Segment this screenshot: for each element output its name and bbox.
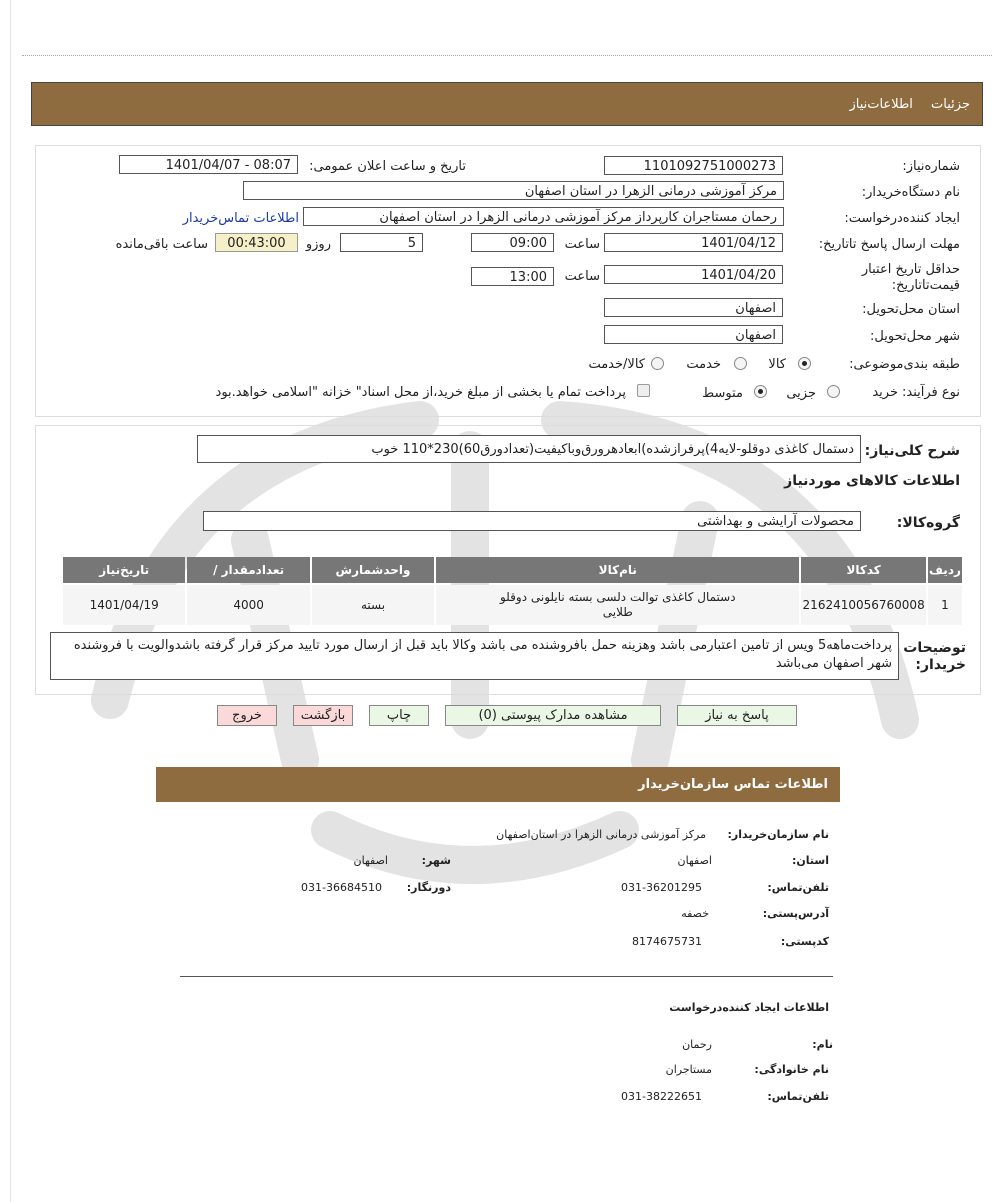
- city-contact-value: اصفهان: [353, 854, 388, 867]
- phone-label: تلفن‌تماس:: [767, 881, 829, 894]
- phone-value: 031-36201295: [621, 881, 702, 894]
- province-field: اصفهان: [604, 298, 783, 317]
- deadline-date-field: 1401/04/12: [604, 233, 783, 252]
- announce-date-label: تاریخ و ساعت اعلان عمومی:: [309, 159, 466, 174]
- reply-button[interactable]: پاسخ به نیاز: [677, 705, 797, 726]
- category-goods-radio[interactable]: [798, 357, 811, 370]
- buyer-org-field: مرکز آموزشی درمانی الزهرا در استان اصفهان: [243, 181, 784, 200]
- process-buy-label: خرید: [872, 385, 898, 400]
- city-contact-label: شهر:: [421, 854, 451, 867]
- remaining-time-label: ساعت باقی‌مانده: [115, 237, 208, 252]
- cell-code: 2162410056760008: [801, 585, 926, 625]
- col-name: نام‌کالا: [436, 557, 799, 583]
- category-goods-label: کالا: [768, 357, 786, 372]
- buyer-notes-field: پرداخت‌ماهه5 ویس از تامین اعتبارمی باشد وهزینه حمل بافروشنده می باشد وکالا باید قبل از ارسال مورد تایید مرکز قرار گرفته باشدوالویت با فروشنده شهر اصفهان می‌باشد: [50, 632, 899, 680]
- category-label: طبقه بندی‌موضوعی:: [849, 357, 960, 372]
- cell-unit: بسته: [312, 585, 434, 625]
- validity-time-field: 13:00: [471, 267, 554, 286]
- creator-phone-value: 031-38222651: [621, 1090, 702, 1103]
- validity-label: حداقل تاریخ اعتبار قیمت‌تا‌تاریخ:: [861, 262, 960, 293]
- page-header-bar: [31, 82, 983, 126]
- tab-details[interactable]: جزئیات: [931, 97, 970, 112]
- print-button[interactable]: چاپ: [369, 705, 429, 726]
- deadline-time-label: ساعت: [564, 237, 600, 252]
- buyer-contact-header: [156, 767, 840, 802]
- page-border: [10, 0, 11, 1202]
- validity-date-field: 1401/04/20: [604, 265, 783, 284]
- goods-table: [61, 555, 964, 627]
- process-type-label: نوع فرآیند:: [902, 385, 960, 400]
- announce-date-field: 1401/04/07 - 08:07: [119, 155, 298, 174]
- goods-group-field: محصولات آرایشی و بهداشتی: [203, 511, 861, 531]
- creator-field: رحمان مستاجران کارپرداز مرکز آموزشی درمانی الزهرا در استان اصفهان: [303, 207, 784, 226]
- deadline-time-field: 09:00: [471, 233, 554, 252]
- goods-table-header: [63, 557, 962, 583]
- creator-family-label: نام خانوادگی:: [754, 1063, 829, 1076]
- col-unit: واحدشمارش: [312, 557, 434, 583]
- city-field: اصفهان: [604, 325, 783, 344]
- days-field: 5: [340, 233, 423, 252]
- remaining-time-field: 00:43:00: [215, 233, 298, 252]
- col-qty: تعدادمقدار /: [187, 557, 309, 583]
- address-label: آدرس‌پستی:: [762, 907, 829, 920]
- category-both-radio[interactable]: [651, 357, 664, 370]
- creator-label: ایجاد کننده‌درخواست:: [844, 211, 960, 226]
- fax-value: 031-36684510: [301, 881, 382, 894]
- postal-code-label: کدپستی:: [780, 935, 829, 948]
- table-row: [63, 585, 962, 625]
- city-label: شهر محل‌تحویل:: [870, 329, 960, 344]
- col-code: کدکالا: [801, 557, 926, 583]
- goods-group-label: گروه‌کالا:: [896, 515, 960, 531]
- category-both-label: کالا/خدمت: [588, 357, 645, 372]
- days-label: روزو: [305, 237, 331, 252]
- category-service-radio[interactable]: [734, 357, 747, 370]
- summary-field: دستمال کاغذی دوقلو-لایه4)پرفرازشده)ابعادهرورق‌وباکیفیت(تعدادورق60)230*110 خوب: [197, 435, 861, 463]
- creator-phone-label: تلفن‌تماس:: [767, 1090, 829, 1103]
- postal-code-value: 8174675731: [632, 935, 702, 948]
- cell-date: 1401/04/19: [63, 585, 185, 625]
- cell-qty: 4000: [187, 585, 309, 625]
- need-number-field: 1101092751000273: [604, 156, 783, 175]
- cell-name: دستمال کاغذی توالت دلسی بسته نایلونی دوقلو طلایی: [436, 585, 799, 625]
- validity-time-label: ساعت: [564, 269, 600, 284]
- creator-name-label: نام:: [812, 1038, 833, 1051]
- org-name-label: نام سازمان‌خریدار:: [727, 828, 829, 841]
- province-contact-label: استان:: [792, 854, 829, 867]
- payment-note: پرداخت تمام یا بخشی از مبلغ خرید،از محل اسناد" خزانه "اسلامی خواهد.بود: [215, 385, 626, 400]
- goods-info-title: اطلاعات کالاهای موردنیاز: [784, 473, 960, 489]
- buyer-contact-title: اطلاعات تماس سازمان‌خریدار: [638, 777, 828, 792]
- need-number-label: شماره‌نیاز:: [902, 159, 960, 174]
- cell-row-no: 1: [928, 585, 962, 625]
- fax-label: دورنگار:: [406, 881, 451, 894]
- process-medium-label: متوسط: [702, 386, 743, 401]
- creator-name-value: رحمان: [682, 1038, 712, 1051]
- deadline-label: مهلت ارسال پاسخ تا‌تاریخ:: [818, 237, 960, 252]
- buyer-contact-link[interactable]: اطلاعات تماس‌خریدار: [182, 211, 299, 226]
- org-name-value: مرکز آموزشی درمانی الزهرا در استان‌اصفهان: [496, 828, 706, 841]
- exit-button[interactable]: خروج: [217, 705, 277, 726]
- creator-info-title: اطلاعات ایجاد کننده‌درخواست: [669, 1001, 829, 1014]
- creator-family-value: مستاجران: [665, 1063, 712, 1076]
- process-medium-radio[interactable]: [754, 385, 767, 398]
- category-service-label: خدمت: [686, 357, 721, 372]
- buyer-notes-label: توضیحات خریدار:: [903, 640, 966, 673]
- summary-label: شرح کلی‌نیاز:: [864, 443, 960, 459]
- col-row-no: ردیف: [928, 557, 962, 583]
- province-label: استان محل‌تحویل:: [862, 302, 960, 317]
- province-contact-value: اصفهان: [677, 854, 712, 867]
- tab-need-info[interactable]: اطلاعات‌نیاز: [849, 97, 913, 112]
- attachments-button[interactable]: مشاهده مدارک پیوستی (0): [445, 705, 661, 726]
- address-value: خصفه: [681, 907, 709, 920]
- payment-checkbox[interactable]: [637, 384, 650, 397]
- back-button[interactable]: بازگشت: [293, 705, 353, 726]
- process-partial-label: جزیی: [786, 386, 816, 401]
- section-divider: [180, 976, 833, 977]
- process-partial-radio[interactable]: [827, 385, 840, 398]
- col-date: تاریخ‌نیاز: [63, 557, 185, 583]
- buyer-org-label: نام دستگاه‌خریدار:: [861, 185, 960, 200]
- top-divider: [22, 55, 992, 56]
